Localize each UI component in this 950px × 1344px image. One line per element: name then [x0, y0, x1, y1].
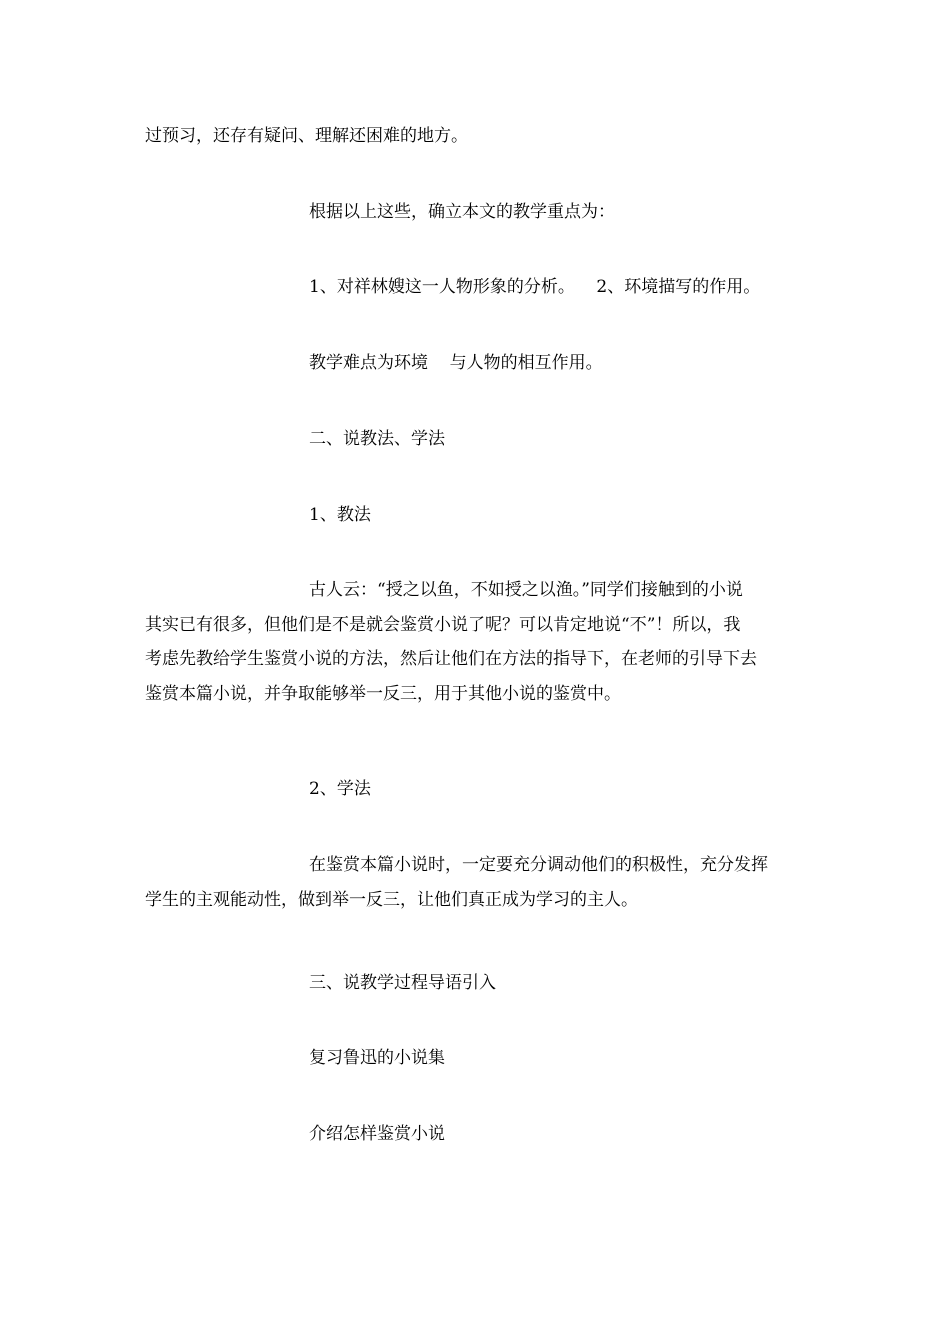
heading-teaching-process — [145, 966, 810, 1001]
paragraph-learning-method-body — [145, 848, 810, 917]
text-line: 介绍怎样鉴赏小说 — [309, 1124, 445, 1144]
subsection-heading: 2、学法 — [309, 779, 371, 799]
text-line: 1、对祥林嫂这一人物形象的分析。 2、环境描写的作用。 — [309, 277, 761, 297]
paragraph-difficulty — [145, 346, 810, 381]
paragraph-how-to-appreciate — [145, 1117, 810, 1152]
text-line: 教学难点为环境 与人物的相互作用。 — [309, 353, 603, 373]
text-line: 复习鲁迅的小说集 — [309, 1048, 445, 1068]
paragraph-review-collection — [145, 1041, 810, 1076]
heading-teaching-methods — [145, 422, 810, 457]
text-line: 考虑先教给学生鉴赏小说的方法，然后让他们在方法的指导下，在老师的引导下去 — [145, 649, 757, 669]
text-line: 古人云：“授之以鱼，不如授之以渔。”同学们接触到的小说 — [309, 580, 743, 600]
text-line: 其实已有很多，但他们是不是就会鉴赏小说了呢？可以肯定地说“不”！所以，我 — [145, 614, 741, 635]
text-line: 根据以上这些，确立本文的教学重点为： — [309, 202, 615, 222]
section-heading: 三、说教学过程导语引入 — [309, 973, 496, 993]
subheading-teaching-method — [145, 498, 810, 533]
paragraph-teaching-method-body — [145, 573, 810, 711]
text-line: 在鉴赏本篇小说时，一定要充分调动他们的积极性，充分发挥 — [309, 855, 768, 875]
paragraph-preview-continuation — [145, 119, 810, 154]
text-line: 过预习，还存有疑问、理解还困难的地方。 — [145, 126, 468, 146]
text-line: 学生的主观能动性，做到举一反三，让他们真正成为学习的主人。 — [145, 889, 638, 910]
subsection-heading: 1、教法 — [309, 505, 371, 525]
paragraph-key-points-list — [145, 270, 810, 305]
subheading-learning-method — [145, 772, 810, 807]
paragraph-key-points-intro — [145, 195, 810, 230]
text-line: 鉴赏本篇小说，并争取能够举一反三，用于其他小说的鉴赏中。 — [145, 683, 621, 704]
section-heading: 二、说教法、学法 — [309, 429, 445, 449]
